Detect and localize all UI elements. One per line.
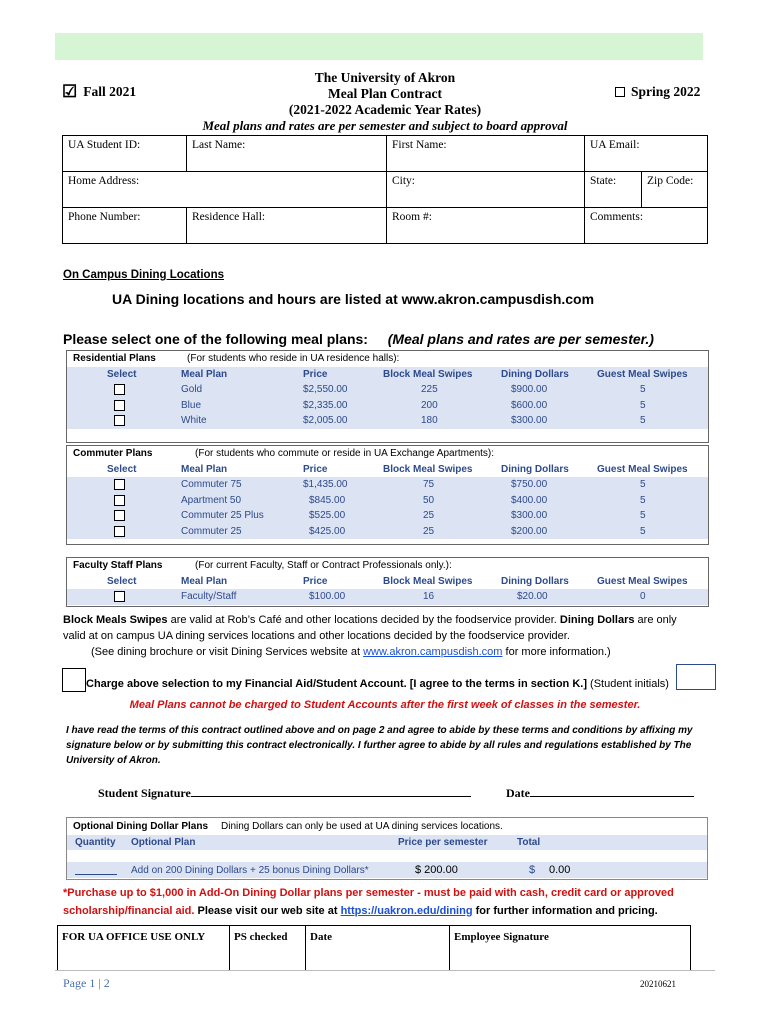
first-name-field[interactable]: First Name: bbox=[387, 136, 585, 172]
plan-row-gold bbox=[67, 382, 708, 398]
checked-box-icon[interactable]: ☑ bbox=[62, 82, 78, 101]
col-dining-dollars: Dining Dollars bbox=[501, 368, 569, 380]
plan-name: Faculty/Staff bbox=[181, 591, 237, 602]
plan-price: $2,335.00 bbox=[303, 399, 348, 411]
terms-paragraph bbox=[63, 612, 713, 660]
page-title bbox=[235, 70, 535, 118]
employee-signature-field[interactable]: Employee Signature bbox=[450, 926, 691, 971]
dining-dollars-bold: Dining Dollars bbox=[559, 614, 635, 626]
select-commuter-25-plus-checkbox[interactable] bbox=[114, 510, 125, 521]
commuter-title-row bbox=[67, 446, 708, 462]
campusdish-link[interactable]: www.akron.campusdish.com bbox=[363, 646, 503, 658]
quantity-input[interactable] bbox=[75, 874, 117, 875]
plan-guest-swipes: 5 bbox=[640, 494, 646, 506]
fall-term-label: Fall 2021 bbox=[83, 84, 137, 99]
plan-block-swipes: 50 bbox=[423, 494, 435, 506]
plan-dining-dollars: $300.00 bbox=[511, 510, 548, 521]
col-guest-swipes: Guest Meal Swipes bbox=[597, 463, 688, 475]
plan-price: $2,550.00 bbox=[303, 384, 348, 395]
residential-desc: (For students who reside in UA residence halls): bbox=[187, 353, 400, 364]
see-text-end: for more information.) bbox=[502, 646, 611, 658]
last-name-field[interactable]: Last Name: bbox=[187, 136, 387, 172]
state-field[interactable]: State: bbox=[585, 172, 642, 208]
optional-total-symbol: $ bbox=[529, 864, 536, 876]
student-initials-input[interactable] bbox=[676, 664, 716, 690]
visit-text: Please visit our web site at bbox=[194, 905, 341, 917]
optional-title: Optional Dining Dollar Plans bbox=[73, 821, 209, 832]
plan-block-swipes: 200 bbox=[421, 399, 438, 411]
faculty-desc: (For current Faculty, Staff or Contract Professionals only.): bbox=[195, 560, 452, 571]
optional-plan-price: $ 200.00 bbox=[415, 864, 458, 876]
col-block-swipes: Block Meal Swipes bbox=[383, 575, 473, 587]
dining-website-link[interactable]: https://uakron.edu/dining bbox=[340, 905, 473, 917]
plan-dining-dollars: $900.00 bbox=[511, 384, 548, 395]
plan-row-commuter-25 bbox=[67, 524, 708, 540]
date-line[interactable] bbox=[530, 796, 694, 797]
plan-row-white bbox=[67, 413, 708, 429]
plan-row-apartment-50 bbox=[67, 493, 708, 509]
plan-dining-dollars: $600.00 bbox=[511, 399, 548, 411]
locations-text: UA Dining locations and hours are listed at www.akron.campusdish.com bbox=[112, 291, 595, 307]
ua-student-id-field[interactable]: UA Student ID: bbox=[63, 136, 187, 172]
plan-block-swipes: 75 bbox=[423, 479, 435, 490]
office-date-field[interactable]: Date bbox=[306, 926, 450, 971]
faculty-title: Faculty Staff Plans bbox=[73, 560, 163, 571]
col-dining-dollars: Dining Dollars bbox=[501, 463, 569, 475]
optional-plan-name: Add on 200 Dining Dollars + 25 bonus Dining Dollars* bbox=[131, 865, 369, 876]
fall-term-option[interactable] bbox=[62, 84, 136, 100]
purchase-limit-text: *Purchase up to $1,000 in Add-On Dining Dollar plans per semester - must be paid with cash, credit card or approved scholarship/financial aid. bbox=[63, 887, 674, 917]
plan-guest-swipes: 5 bbox=[640, 415, 646, 426]
col-select: Select bbox=[107, 368, 137, 380]
residential-title-row bbox=[67, 351, 708, 367]
date-row bbox=[506, 786, 694, 801]
select-apartment-50-checkbox[interactable] bbox=[114, 495, 125, 506]
plan-name: Blue bbox=[181, 399, 202, 411]
col-plan: Meal Plan bbox=[181, 463, 228, 475]
plan-price: $100.00 bbox=[309, 591, 346, 602]
select-commuter-75-checkbox[interactable] bbox=[114, 479, 125, 490]
plan-dining-dollars: $400.00 bbox=[511, 494, 548, 506]
office-use-table bbox=[57, 925, 691, 971]
col-plan: Meal Plan bbox=[181, 575, 228, 587]
terms-line-3 bbox=[63, 644, 713, 660]
plan-price: $425.00 bbox=[309, 525, 346, 537]
plan-dining-dollars: $200.00 bbox=[511, 525, 548, 537]
agreement-text: I have read the terms of this contract outlined above and on page 2 and agree to abide by these terms and conditions by affixing my signature below or by submitting this contract electronically. I further agree to abide by all rules and regulations established by The University of Akron. bbox=[66, 725, 693, 766]
ua-email-field[interactable]: UA Email: bbox=[585, 136, 708, 172]
unchecked-box-icon[interactable] bbox=[615, 87, 625, 97]
col-price-per-semester: Price per semester bbox=[398, 837, 488, 848]
plan-guest-swipes: 5 bbox=[640, 525, 646, 537]
commuter-title: Commuter Plans bbox=[73, 448, 153, 459]
col-dining-dollars: Dining Dollars bbox=[501, 575, 569, 587]
student-signature-label: Student Signature bbox=[98, 786, 191, 800]
col-price: Price bbox=[303, 368, 328, 380]
select-blue-checkbox[interactable] bbox=[114, 400, 125, 411]
faculty-plans-section bbox=[66, 557, 709, 607]
terms-line-2: valid at on campus UA dining services locations and other locations decided by the foodservice provider. bbox=[63, 630, 570, 642]
block-swipes-bold: Block Meals Swipes bbox=[63, 614, 168, 626]
plan-name: Commuter 25 Plus bbox=[181, 510, 264, 521]
plans-intro-note: (Meal plans and rates are per semester.) bbox=[387, 331, 654, 347]
select-commuter-25-checkbox[interactable] bbox=[114, 526, 125, 537]
header-banner bbox=[55, 33, 703, 60]
plan-guest-swipes: 5 bbox=[640, 479, 646, 490]
plan-row-commuter-75 bbox=[67, 477, 708, 493]
visit-text-end: for further information and pricing. bbox=[472, 905, 658, 917]
optional-plans-section bbox=[66, 817, 708, 880]
plan-dining-dollars: $300.00 bbox=[511, 415, 548, 426]
plan-row-faculty-staff bbox=[67, 589, 708, 605]
warning-text: Meal Plans cannot be charged to Student Accounts after the first week of classes in the semester. bbox=[129, 699, 641, 711]
purchase-note bbox=[63, 884, 713, 920]
optional-header-row bbox=[67, 835, 707, 850]
plans-intro-lead: Please select one of the following meal plans: bbox=[63, 331, 368, 347]
locations-heading: On Campus Dining Locations bbox=[63, 269, 225, 281]
charge-bold-text: Charge above selection to my Financial Aid/Student Account. [I agree to the terms in section K.] bbox=[86, 678, 587, 690]
plan-dining-dollars: $750.00 bbox=[511, 479, 548, 490]
terms-line-1 bbox=[63, 612, 713, 628]
plan-block-swipes: 180 bbox=[421, 415, 438, 426]
col-price: Price bbox=[303, 463, 328, 475]
plan-guest-swipes: 0 bbox=[640, 591, 646, 602]
plan-guest-swipes: 5 bbox=[640, 399, 646, 411]
plan-price: $525.00 bbox=[309, 510, 346, 521]
comments-field[interactable]: Comments: bbox=[585, 208, 708, 244]
plan-guest-swipes: 5 bbox=[640, 384, 646, 395]
title-line-3: (2021-2022 Academic Year Rates) bbox=[288, 102, 482, 117]
plan-block-swipes: 25 bbox=[423, 525, 435, 537]
select-white-checkbox[interactable] bbox=[114, 415, 125, 426]
faculty-header-row bbox=[67, 574, 708, 590]
commuter-header-row bbox=[67, 462, 708, 478]
student-signature-line[interactable] bbox=[191, 796, 471, 797]
room-field[interactable]: Room #: bbox=[387, 208, 585, 244]
plan-name: Commuter 75 bbox=[181, 479, 242, 490]
plan-row-commuter-25-plus bbox=[67, 508, 708, 524]
residential-title: Residential Plans bbox=[73, 353, 156, 364]
residence-hall-field[interactable]: Residence Hall: bbox=[187, 208, 387, 244]
residential-header-row bbox=[67, 367, 708, 383]
plans-intro bbox=[63, 331, 654, 347]
plan-name: White bbox=[181, 415, 207, 426]
block-swipes-text: are valid at Rob’s Café and other locations decided by the foodservice provider. bbox=[167, 614, 560, 626]
col-select: Select bbox=[107, 463, 137, 475]
col-guest-swipes: Guest Meal Swipes bbox=[597, 575, 688, 587]
commuter-plans-section bbox=[66, 445, 709, 545]
optional-plan-row bbox=[67, 862, 707, 878]
commuter-desc: (For students who commute or reside in UA Exchange Apartments): bbox=[195, 448, 495, 459]
col-price: Price bbox=[303, 575, 328, 587]
residential-plans-section bbox=[66, 350, 709, 443]
zip-code-field[interactable]: Zip Code: bbox=[642, 172, 708, 208]
col-block-swipes: Block Meal Swipes bbox=[383, 368, 473, 380]
plan-price: $1,435.00 bbox=[303, 479, 348, 490]
plan-name: Gold bbox=[181, 384, 203, 395]
col-optional-plan: Optional Plan bbox=[131, 837, 196, 848]
home-address-field[interactable]: Home Address: bbox=[63, 172, 387, 208]
plan-name: Apartment 50 bbox=[181, 494, 242, 506]
student-info-table bbox=[62, 135, 708, 244]
optional-total-value: 0.00 bbox=[549, 864, 571, 876]
footer-divider bbox=[55, 970, 715, 971]
plan-name: Commuter 25 bbox=[181, 525, 242, 537]
date-label: Date bbox=[506, 786, 530, 800]
col-select: Select bbox=[107, 575, 137, 587]
col-block-swipes: Block Meal Swipes bbox=[383, 463, 473, 475]
charge-checkbox[interactable] bbox=[62, 668, 86, 692]
select-gold-checkbox[interactable] bbox=[114, 384, 125, 395]
plan-price: $845.00 bbox=[309, 494, 346, 506]
doc-code: 20210621 bbox=[640, 979, 676, 989]
plan-block-swipes: 25 bbox=[423, 510, 435, 521]
plan-price: $2,005.00 bbox=[303, 415, 348, 426]
col-total: Total bbox=[517, 837, 541, 848]
title-line-2: Meal Plan Contract bbox=[328, 86, 442, 101]
col-plan: Meal Plan bbox=[181, 368, 228, 380]
plan-row-blue bbox=[67, 398, 708, 414]
spring-term-label: Spring 2022 bbox=[631, 84, 701, 99]
city-field[interactable]: City: bbox=[387, 172, 585, 208]
optional-desc: Dining Dollars can only be used at UA dining services locations. bbox=[221, 821, 503, 832]
plan-block-swipes: 16 bbox=[423, 591, 435, 602]
office-use-label: FOR UA OFFICE USE ONLY bbox=[58, 926, 230, 971]
ps-checked-field[interactable]: PS checked bbox=[230, 926, 306, 971]
initials-label: (Student initials) bbox=[587, 678, 669, 690]
charge-statement bbox=[86, 678, 669, 690]
student-signature-row bbox=[98, 786, 471, 801]
select-faculty-staff-checkbox[interactable] bbox=[114, 591, 125, 602]
col-quantity: Quantity bbox=[75, 837, 116, 848]
plan-block-swipes: 225 bbox=[421, 384, 438, 395]
spring-term-option[interactable] bbox=[615, 84, 700, 100]
plan-dining-dollars: $20.00 bbox=[517, 591, 548, 602]
title-line-1: The University of Akron bbox=[314, 70, 456, 85]
rates-note: Meal plans and rates are per semester and subject to board approval bbox=[202, 118, 568, 133]
page-number: Page 1 | 2 bbox=[63, 976, 110, 990]
plan-guest-swipes: 5 bbox=[640, 510, 646, 521]
phone-number-field[interactable]: Phone Number: bbox=[63, 208, 187, 244]
dining-dollars-text: are only bbox=[634, 614, 677, 626]
see-text: (See dining brochure or visit Dining Services website at bbox=[91, 646, 364, 658]
faculty-title-row bbox=[67, 558, 708, 574]
col-guest-swipes: Guest Meal Swipes bbox=[597, 368, 688, 380]
